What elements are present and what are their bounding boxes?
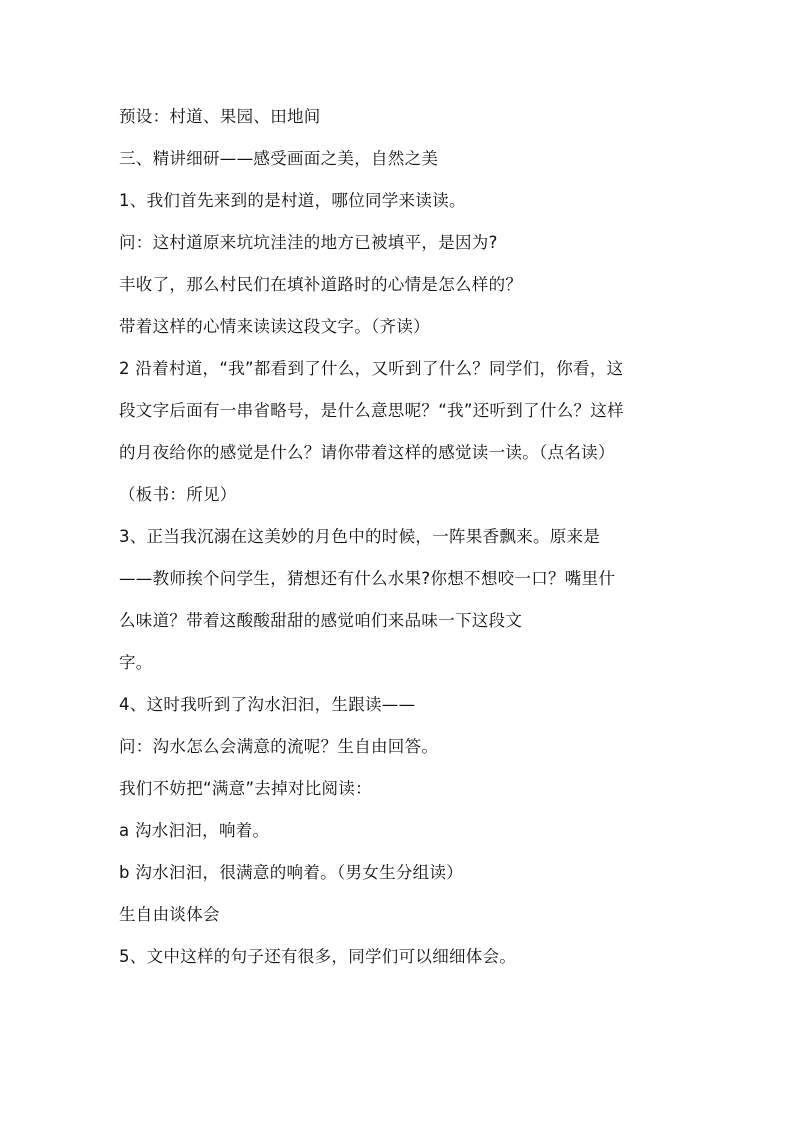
text-line: 丰收了，那么村民们在填补道路时的心情是怎么样的？ <box>119 275 523 294</box>
text-line: ——教师挨个问学生，猜想还有什么水果?你想不想咬一口？嘴里什 <box>119 569 616 588</box>
text-line: 的月夜给你的感觉是什么？请你带着这样的感觉读一读。（点名读） <box>119 443 615 462</box>
text-line-board-note: （板书：所见） <box>119 485 237 504</box>
section-heading: 三、精讲细研——感受画面之美，自然之美 <box>119 149 439 168</box>
text-line-question-1: 问：这村道原来坑坑洼洼的地方已被填平，是因为? <box>119 233 498 252</box>
text-line-option-a: a 沟水汩汩，响着。 <box>119 821 270 840</box>
text-line-step-2: 2 沿着村道，“我”都看到了什么，又听到了什么？同学们，你看，这 <box>119 359 624 378</box>
text-line-step-5: 5、文中这样的句子还有很多，同学们可以细细体会。 <box>119 947 517 966</box>
text-line: 生自由谈体会 <box>119 905 220 924</box>
text-line-step-3: 3、正当我沉溺在这美妙的月色中的时候，一阵果香飘来。原来是 <box>119 527 601 546</box>
text-line: 段文字后面有一串省略号，是什么意思呢？“我”还听到了什么？这样 <box>119 401 624 420</box>
text-line-step-4: 4、这时我听到了沟水汩汩，生跟读—— <box>119 695 416 714</box>
text-line: 带着这样的心情来读读这段文字。（齐读） <box>119 317 430 336</box>
text-line: 我们不妨把“满意”去掉对比阅读： <box>119 779 372 798</box>
text-line: 字。 <box>119 653 153 672</box>
text-line-option-b: b 沟水汩汩，很满意的响着。（男女生分组读） <box>119 863 464 882</box>
text-line-step-1: 1、我们首先来到的是村道，哪位同学来读读。 <box>119 191 466 210</box>
text-line: 么味道？带着这酸酸甜甜的感觉咱们来品味一下这段文 <box>119 611 523 630</box>
text-line-preset: 预设：村道、果园、田地间 <box>119 107 321 126</box>
text-line-question-2: 问：沟水怎么会满意的流呢？生自由回答。 <box>119 737 439 756</box>
